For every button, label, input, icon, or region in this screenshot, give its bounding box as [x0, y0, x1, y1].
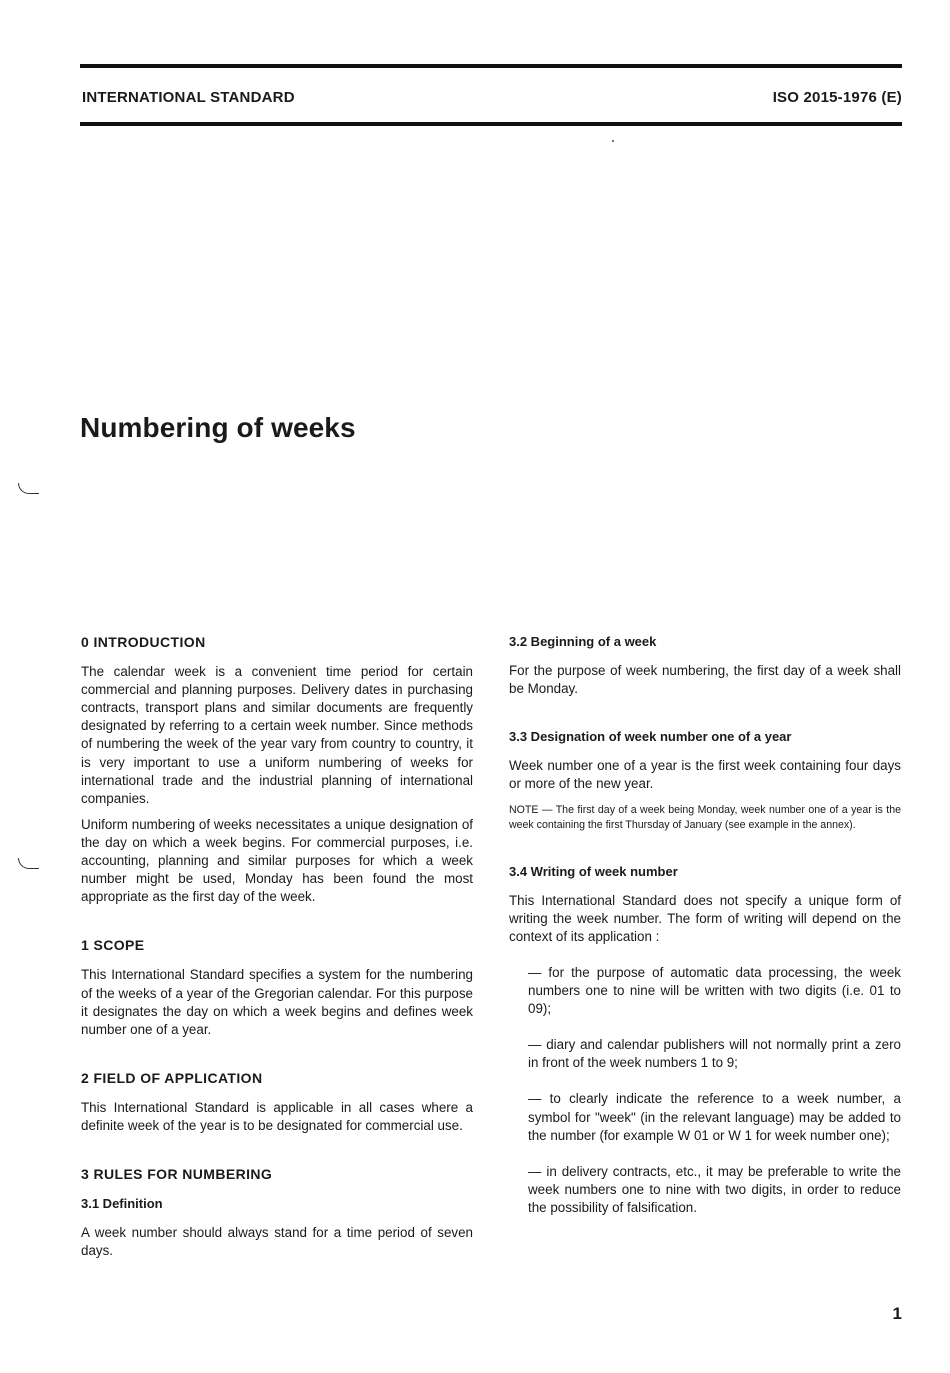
left-column: [81, 633, 473, 1260]
section-heading: 3 RULES FOR NUMBERING: [81, 1166, 273, 1183]
section-heading: 1 SCOPE: [81, 937, 145, 954]
subsection-heading: 3.2 Beginning of a week: [509, 634, 657, 649]
paragraph: The calendar week is a convenient time period for certain commercial and planning purposes. Delivery dates in purchasing contracts, transport plans and similar documents are frequently designated by referring to a certain week number. Since methods of numbering the week of the year vary from country to country, it is very important to use a uniform numbering of weeks for international trade and the industrial planning of international companies.: [81, 664, 473, 806]
subsection-heading: 3.3 Designation of week number one of a year: [509, 729, 792, 745]
section-rules-for-numbering: [81, 1165, 473, 1260]
section-introduction: [81, 633, 473, 906]
paragraph: This International Standard is applicable in all cases where a definite week of the year is to be designated for commercial use.: [81, 1099, 473, 1133]
subsection-heading: 3.4 Writing of week number: [509, 863, 678, 879]
scan-speck: [612, 140, 614, 142]
list-item: — for the purpose of automatic data processing, the week numbers one to nine will be written with two digits (i.e. 01 to 09);: [528, 964, 901, 1017]
section-heading: 2 FIELD OF APPLICATION: [81, 1069, 263, 1086]
margin-mark-icon: [18, 858, 39, 869]
paragraph: For the purpose of week numbering, the first day of a week shall be Monday.: [509, 663, 901, 697]
header-top-rule: [80, 64, 902, 68]
document-type-label: INTERNATIONAL STANDARD: [82, 89, 295, 106]
paragraph: This International Standard specifies a system for the numbering of the weeks of a year of the Gregorian calendar. For this purpose it designates the day on which a week begins and defines week number one of a year.: [81, 967, 473, 1037]
paragraph: This International Standard does not specify a unique form of writing the week number. The form of writing will depend on the context of its application :: [509, 892, 901, 944]
paragraph: Week number one of a year is the first week containing four days or more of the new year.: [509, 758, 901, 792]
section-3-2: [509, 633, 901, 698]
right-column: [509, 633, 901, 1217]
header-bottom-rule: [80, 122, 902, 126]
paragraph: A week number should always stand for a time period of seven days.: [81, 1225, 473, 1259]
section-heading: 0 INTRODUCTION: [81, 634, 206, 650]
section-field-of-application: [81, 1069, 473, 1135]
standard-number-label: ISO 2015-1976 (E): [772, 89, 902, 106]
section-3-3: [509, 728, 901, 832]
subsection-heading: 3.1 Definition: [81, 1196, 163, 1212]
list-item: — to clearly indicate the reference to a week number, a symbol for "week" (in the relevant language) may be added to the number (for example W 01 or W 1 for week number one);: [528, 1091, 901, 1143]
section-3-4: [509, 863, 901, 1217]
section-scope: [81, 936, 473, 1038]
paragraph: Uniform numbering of weeks necessitates a unique designation of the day on which a week begins. For commercial purposes, i.e. accounting, planning and similar purposes for which a week number might be used, Monday has been found the most appropriate as the first day of the week.: [81, 816, 473, 905]
page-number: 1: [892, 1304, 902, 1323]
page-title: Numbering of weeks: [80, 412, 356, 443]
list-item: — diary and calendar publishers will not normally print a zero in front of the week numbers 1 to 9;: [528, 1037, 901, 1071]
note: NOTE — The first day of a week being Monday, week number one of a year is the week containing the first Thursday of January (see example in the annex).: [509, 803, 901, 831]
margin-mark-icon: [18, 483, 39, 494]
list-item: — in delivery contracts, etc., it may be preferable to write the week numbers one to nine with two digits, in order to reduce the possibility of falsification.: [528, 1163, 901, 1215]
